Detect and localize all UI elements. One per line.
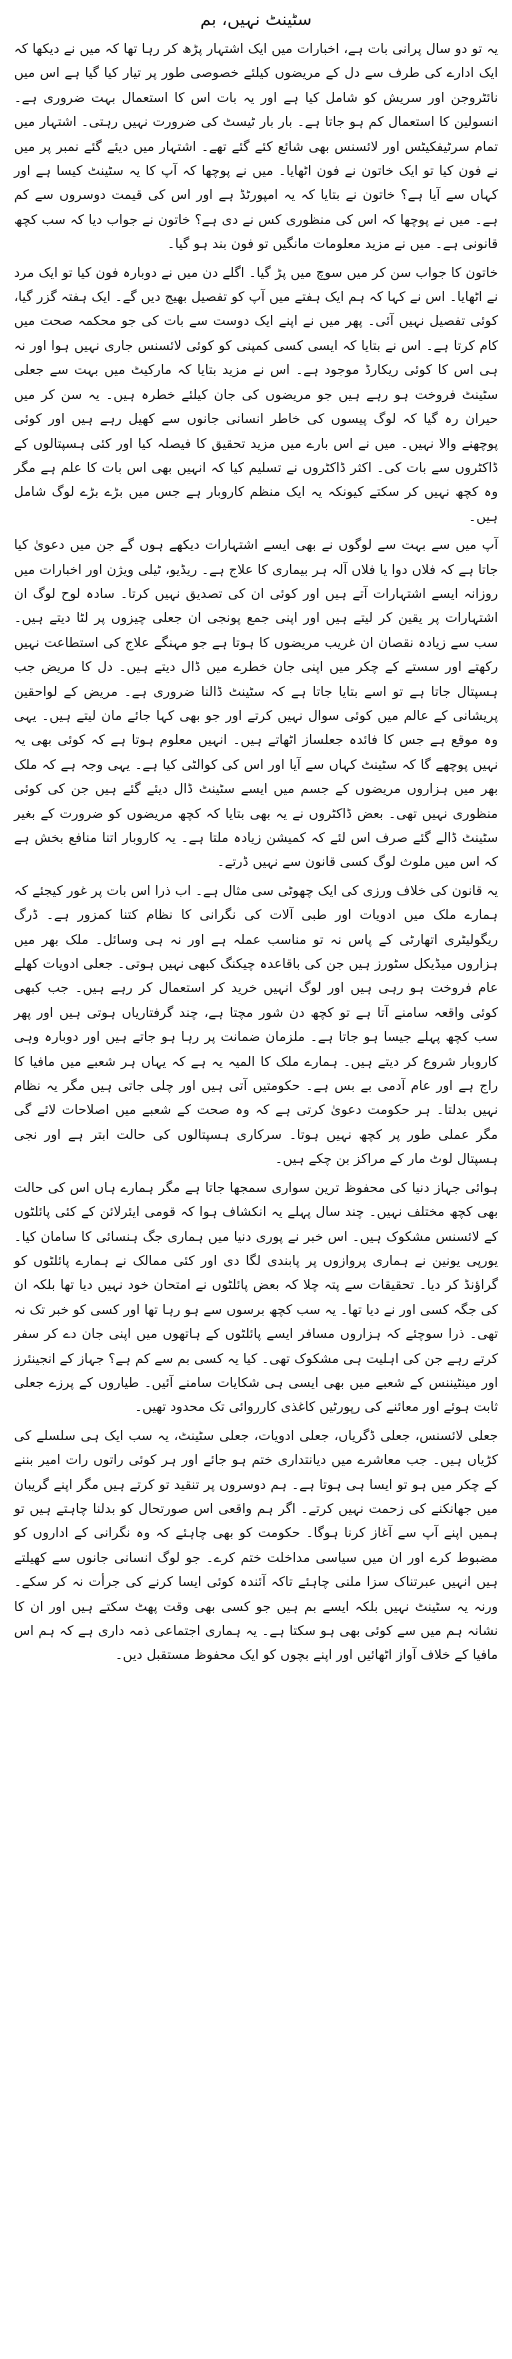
article-paragraph: ہوائی جہاز دنیا کی محفوظ ترین سواری سمجھا جاتا ہے مگر ہمارے ہاں اس کی حالت بھی کچھ مختلف نہیں۔ چند سال پہلے یہ انکشاف ہوا کہ قومی ایئرلائن کے کئی پائلٹوں کے لائسنس مشکوک ہیں۔ اس خبر نے پوری دنیا میں ہماری جگ ہنسائی کا سامان کیا۔ یورپی یونین نے ہماری پروازوں پر پابندی لگا دی اور کئی ممالک نے ہمارے پائلٹوں کو گراؤنڈ کر دیا۔ تحقیقات سے پتہ چلا کہ بعض پائلٹوں نے امتحان خود نہیں دیا تھا بلکہ ان کی جگہ کسی اور نے دیا تھا۔ یہ سب کچھ برسوں سے ہو رہا تھا اور کسی کو خبر تک نہ تھی۔ ذرا سوچئے کہ ہزاروں مسافر ایسے پائلٹوں کے ہاتھوں میں اپنی جان دے کر سفر کرتے رہے جن کی اہلیت ہی مشکوک تھی۔ کیا یہ کسی بم سے کم ہے؟ جہاز کے انجینئرز اور مینٹیننس کے شعبے میں بھی ایسی ہی شکایات سامنے آئیں۔ طیاروں کے پرزے جعلی ثابت ہوئے اور معائنے کی رپورٹیں کاغذی کارروائی تک محدود تھیں۔: [14, 1180, 498, 1416]
article-paragraph: جعلی لائسنس، جعلی ڈگریاں، جعلی ادویات، جعلی سٹینٹ، یہ سب ایک ہی سلسلے کی کڑیاں ہیں۔ جب معاشرے میں دیانتداری ختم ہو جائے اور ہر کوئی راتوں رات امیر بننے کے چکر میں ہو تو ایسا ہی ہوتا ہے۔ ہم دوسروں پر تنقید تو کرتے ہیں مگر اپنے گریبان میں جھانکنے کی زحمت نہیں کرتے۔ اگر ہم واقعی اس صورتحال کو بدلنا چاہتے ہیں تو ہمیں اپنے آپ سے آغاز کرنا ہوگا۔ حکومت کو بھی چاہئے کہ وہ نگرانی کے اداروں کو مضبوط کرے اور ان میں سیاسی مداخلت ختم کرے۔ جو لوگ انسانی جانوں سے کھیلتے ہیں انہیں عبرتناک سزا ملنی چاہئے تاکہ آئندہ کوئی ایسا کرنے کی جرأت نہ کر سکے۔ ورنہ یہ سٹینٹ نہیں بلکہ ایسے بم ہیں جو کسی بھی وقت پھٹ سکتے ہیں اور ان کا نشانہ ہم میں سے کوئی بھی ہو سکتا ہے۔ یہ ہماری اجتماعی ذمہ داری ہے کہ ہم اس مافیا کے خلاف آواز اٹھائیں اور اپنے بچوں کو ایک محفوظ مستقبل دیں۔: [14, 1428, 498, 1664]
article-title: سٹینٹ نہیں، بم: [200, 10, 312, 30]
article-paragraph: خاتون کا جواب سن کر میں سوچ میں پڑ گیا۔ اگلے دن میں نے دوبارہ فون کیا تو ایک مرد نے اٹھایا۔ اس نے کہا کہ ہم ایک ہفتے میں آپ کو تفصیل بھیج دیں گے۔ ایک ہفتہ گزر گیا، کوئی تفصیل نہیں آئی۔ پھر میں نے اپنے ایک دوست سے بات کی جو محکمہ صحت میں کام کرتا ہے۔ اس نے بتایا کہ ایسی کسی کمپنی کو کوئی لائسنس جاری نہیں ہوا اور نہ ہی اس کا کوئی ریکارڈ موجود ہے۔ اس نے مزید بتایا کہ مارکیٹ میں بہت سے جعلی سٹینٹ فروخت ہو رہے ہیں جو مریضوں کی جان کیلئے خطرہ ہیں۔ یہ سن کر میں حیران رہ گیا کہ لوگ پیسوں کی خاطر انسانی جانوں سے کھیل رہے ہیں اور کوئی پوچھنے والا نہیں۔ میں نے اس بارے میں مزید تحقیق کا فیصلہ کیا اور کئی ہسپتالوں کے ڈاکٹروں سے بات کی۔ اکثر ڈاکٹروں نے تسلیم کیا کہ انہیں بھی اس بات کا علم ہے مگر وہ کچھ نہیں کر سکتے کیونکہ یہ ایک منظم کاروبار ہے جس میں بڑے بڑے لوگ شامل ہیں۔: [14, 265, 498, 525]
article-paragraph: آپ میں سے بہت سے لوگوں نے بھی ایسے اشتہارات دیکھے ہوں گے جن میں دعویٰ کیا جاتا ہے کہ فلاں دوا یا فلاں آلہ ہر بیماری کا علاج ہے۔ ریڈیو، ٹیلی ویژن اور اخبارات میں روزانہ ایسے اشتہارات آتے ہیں اور کوئی ان کی تصدیق نہیں کرتا۔ سادہ لوح لوگ ان اشتہارات پر یقین کر لیتے ہیں اور اپنی جمع پونجی ان جعلی چیزوں پر لٹا دیتے ہیں۔ سب سے زیادہ نقصان ان غریب مریضوں کا ہوتا ہے جو مہنگے علاج کی استطاعت نہیں رکھتے اور سستے کے چکر میں اپنی جان خطرے میں ڈال دیتے ہیں۔ دل کا مریض جب ہسپتال جاتا ہے تو اسے بتایا جاتا ہے کہ سٹینٹ ڈالنا ضروری ہے۔ مریض کے لواحقین پریشانی کے عالم میں کوئی سوال نہیں کرتے اور جو بھی کہا جائے مان لیتے ہیں۔ یہی وہ موقع ہے جس کا فائدہ جعلساز اٹھاتے ہیں۔ انہیں معلوم ہوتا ہے کہ کوئی بھی یہ نہیں پوچھے گا کہ سٹینٹ کہاں سے آیا اور اس کی کوالٹی کیا ہے۔ یہی وجہ ہے کہ ملک بھر میں ہزاروں مریضوں کے جسم میں ایسے سٹینٹ ڈال دیئے گئے ہیں جن کی کوئی منظوری نہیں تھی۔ بعض ڈاکٹروں نے یہ بھی بتایا کہ کچھ مریضوں کو ضرورت کے بغیر سٹینٹ ڈالے گئے صرف اس لئے کہ کمیشن زیادہ ملتا ہے۔ یہ کاروبار اتنا منافع بخش ہے کہ اس میں ملوث لوگ کسی قانون سے نہیں ڈرتے۔: [14, 538, 498, 871]
article-paragraph: یہ تو دو سال پرانی بات ہے، اخبارات میں ایک اشتہار پڑھ کر رہا تھا کہ میں نے دیکھا کہ ایک ادارے کی طرف سے دل کے مریضوں کیلئے خصوصی طور پر تیار کیا گیا ہے اس میں نائٹروجن اور سریش کو شامل کیا ہے اور یہ بات اس کا استعمال بہت ضروری ہے۔ انسولین کا استعمال کم ہو جاتا ہے۔ بار بار ٹیسٹ کی ضرورت نہیں رہتی۔ اشتہار میں تمام سرٹیفکیٹس اور لائسنس بھی شائع کئے گئے تھے۔ اشتہار میں دیئے گئے نمبر پر میں نے فون کیا تو ایک خاتون نے فون اٹھایا۔ میں نے پوچھا کہ آپ کا یہ سٹینٹ کیسا ہے اور کہاں سے آیا ہے؟ خاتون نے بتایا کہ یہ امپورٹڈ ہے اور اس کی قیمت دوسروں سے کم ہے۔ میں نے پوچھا کہ اس کی منظوری کس نے دی ہے؟ خاتون نے جواب دیا کہ سب کچھ قانونی ہے۔ میں نے مزید معلومات مانگیں تو فون بند ہو گیا۔: [14, 42, 498, 253]
article-paragraph: یہ قانون کی خلاف ورزی کی ایک چھوٹی سی مثال ہے۔ اب ذرا اس بات پر غور کیجئے کہ ہمارے ملک میں ادویات اور طبی آلات کی نگرانی کا نظام کتنا کمزور ہے۔ ڈرگ ریگولیٹری اتھارٹی کے پاس نہ تو مناسب عملہ ہے اور نہ ہی وسائل۔ ملک بھر میں ہزاروں میڈیکل سٹورز ہیں جن کی باقاعدہ چیکنگ کبھی نہیں ہوتی۔ جعلی ادویات کھلے عام فروخت ہو رہی ہیں اور لوگ انہیں خرید کر استعمال کر رہے ہیں۔ جب کبھی کوئی واقعہ سامنے آتا ہے تو کچھ دن شور مچتا ہے، چند گرفتاریاں ہوتی ہیں اور پھر سب کچھ پہلے جیسا ہو جاتا ہے۔ ملزمان ضمانت پر رہا ہو جاتے ہیں اور دوبارہ وہی کاروبار شروع کر دیتے ہیں۔ ہمارے ملک کا المیہ یہ ہے کہ یہاں ہر شعبے میں مافیا کا راج ہے اور عام آدمی بے بس ہے۔ حکومتیں آتی ہیں اور چلی جاتی ہیں مگر یہ نظام نہیں بدلتا۔ ہر حکومت دعویٰ کرتی ہے کہ وہ صحت کے شعبے میں اصلاحات لائے گی مگر عملی طور پر کچھ نہیں ہوتا۔ سرکاری ہسپتالوں کی حالت ابتر ہے اور نجی ہسپتال لوٹ مار کے مراکز بن چکے ہیں۔: [14, 883, 498, 1168]
